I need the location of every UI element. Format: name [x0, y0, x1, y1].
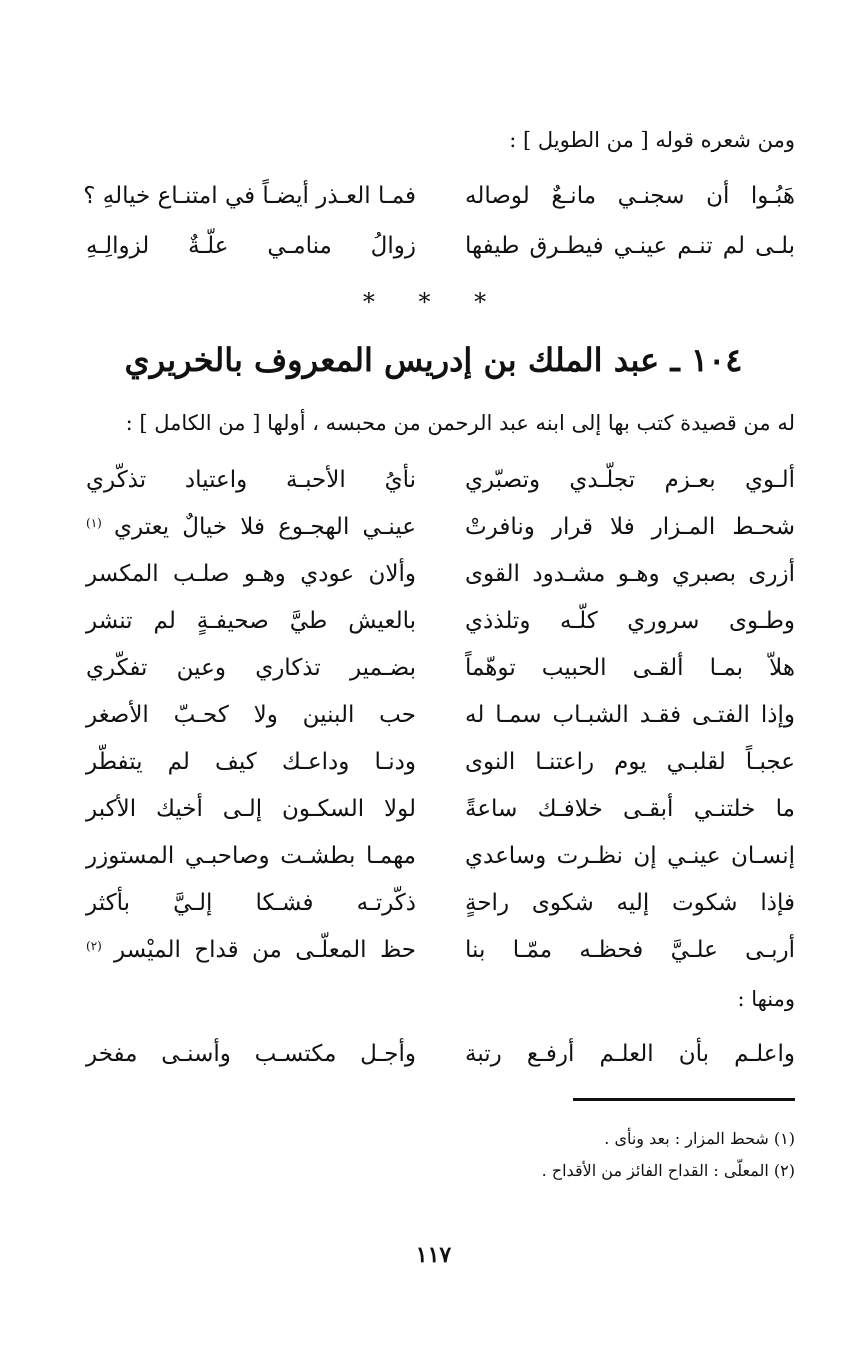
hemistich-left: بالعيش طيَّ صحيفـةٍ لم تنشر	[86, 608, 416, 634]
footnote: (٢) المعلّى : القداح الفائز من الأقداح .	[541, 1161, 795, 1180]
footnote-marker: (٢)	[86, 939, 102, 953]
minha-line: ومنها :	[737, 987, 795, 1011]
hemistich-right: وطـوى سروري كلّـه وتلذذي	[465, 608, 795, 634]
hemistich-right: أربـى علـيَّ فحظـه ممّـا بنا	[465, 937, 795, 963]
verse-line	[86, 601, 795, 641]
footnote-marker: (١)	[86, 516, 102, 530]
hemistich-left: وأجـل مكتسـب وأسنـى مفخر	[86, 1041, 416, 1067]
verse-line	[86, 930, 795, 970]
hemistich-right: واعلـم بأن العلـم أرفـع رتبة	[465, 1041, 795, 1067]
verse-line	[86, 742, 795, 782]
verse-line	[86, 460, 795, 500]
page-number: ١١٧	[415, 1242, 452, 1268]
verse-line	[86, 883, 795, 923]
hemistich-left: لولا السكـون إلـى أخيك الأكبر	[86, 796, 416, 822]
verse-line	[86, 507, 795, 547]
hemistich-left: بضـمير تذكاري وعين تفكّري	[86, 655, 416, 681]
hemistich-right: إنسـان عينـي إن نظـرت وساعدي	[465, 843, 795, 869]
hemistich-right: وإذا الفتـى فقـد الشبـاب سمـا له	[465, 702, 795, 728]
hemistich-right: شحـط المـزار فلا قرار ونافرتْ	[465, 514, 795, 540]
hemistich-left: نأيُ الأحبـة واعتياد تذكّري	[86, 467, 416, 493]
hemistich-left: ودنـا وداعـك كيف لم يتفطّر	[86, 749, 416, 775]
verse-line	[86, 648, 795, 688]
verse-line	[86, 695, 795, 735]
hemistich-left: فمـا العـذر أيضـاً في امتنـاع خيالهِ ؟	[83, 183, 416, 209]
hemistich-right: بلـى لم تنـم عينـي فيطـرق طيفها	[465, 233, 795, 259]
verse-line	[86, 836, 795, 876]
hemistich-left: وألان عودي وهـو صلـب المكسر	[86, 561, 416, 587]
hemistich-right: عجبـاً لقلبـي يوم راعتنـا النوى	[465, 749, 795, 775]
verse-line	[86, 789, 795, 829]
hemistich-left: مهمـا بطشـت وصاحبـي المستوزر	[86, 843, 416, 869]
verse-line	[86, 1034, 795, 1074]
footnote-rule	[573, 1098, 795, 1101]
hemistich-right: هلاّ بمـا ألقـى الحبيب توهّماً	[465, 655, 795, 681]
hemistich-right: ألـوي بعـزم تجلّـدي وتصبّري	[465, 467, 795, 493]
hemistich-right: أزرى بصبري وهـو مشـدود القوى	[465, 561, 795, 587]
hemistich-left: ذكّرتـه فشـكا إلـيَّ بأكثر	[86, 890, 416, 916]
intro-line: ومن شعره قوله [ من الطويل ] :	[509, 128, 795, 152]
verse-line	[83, 176, 795, 216]
hemistich-left: حظ المعلّـى من قداح الميْسر	[114, 937, 416, 963]
subintro-line: له من قصيدة كتب بها إلى ابنه عبد الرحمن من محبسه ، أولها [ من الكامل ] :	[125, 411, 795, 435]
hemistich-left: زوالُ منامـي علّـةٌ لزوالِـهِ	[86, 233, 416, 259]
hemistich-right: فإذا شكوت إليه شكوى راحةٍ	[465, 890, 795, 916]
footnote: (١) شحط المزار : بعد ونأى .	[604, 1129, 795, 1148]
verse-line	[86, 226, 795, 266]
section-heading: ١٠٤ ـ عبد الملك بن إدريس المعروف بالخريري	[124, 341, 743, 379]
hemistich-right: ما خلتنـي أبقـى خلافـك ساعةً	[465, 796, 795, 822]
hemistich-left: عينـي الهجـوع فلا خيالٌ يعتري	[114, 514, 416, 540]
verse-line	[86, 554, 795, 594]
hemistich-left: حب البنين ولا كحـبّ الأصغر	[86, 702, 416, 728]
hemistich-right: هَبُـوا أن سجنـي مانـعٌ لوصاله	[465, 183, 795, 209]
section-separator: * * *	[362, 288, 505, 316]
